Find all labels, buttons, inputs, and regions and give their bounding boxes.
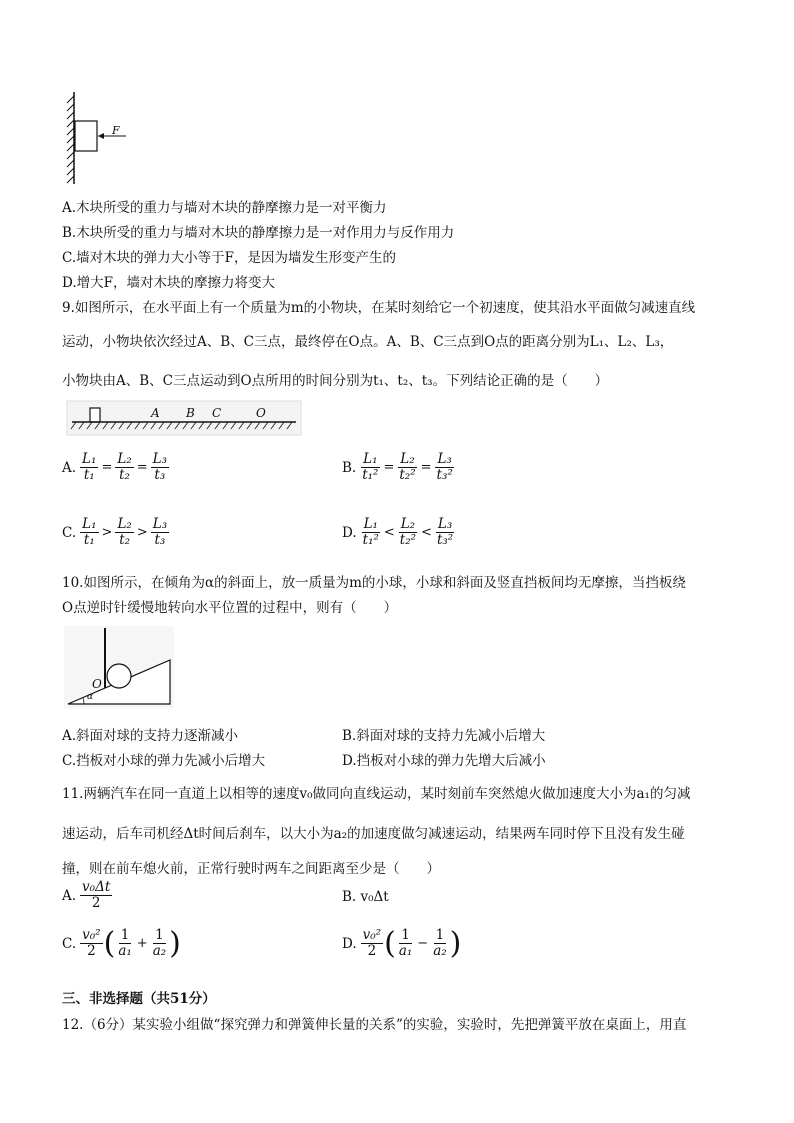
q9-track-figure <box>66 400 302 436</box>
q11-option-d: D. $\frac{\text{v₀²}}{2}$ ( $\frac{1}{\text{a₁}}$ − $\frac{1}{\text{a₂}}$ ) <box>342 925 462 961</box>
q8-option-d: D.增大F，墙对木块的摩擦力将变大 <box>62 275 276 291</box>
q10-option-d: D.挡板对小球的弹力先增大后减小 <box>342 753 546 769</box>
angle-alpha-label: α <box>87 692 94 702</box>
point-o-label: O <box>256 406 266 420</box>
q9-option-d: D. $\frac{\text{L₁}}{\text{t₁²}}$ < $\frac{\text{L₂}}{\text{t₂²}}$ < $\frac{\text{L₃}}{\text{t₃²}}$ <box>342 516 454 548</box>
q9-stem-line-2: 运动，小物块依次经过A、B、C三点，最终停在O点。A、B、C三点到O点的距离分别为L₁、L₂、L₃， <box>62 334 674 350</box>
q12-stem-line-1: 12.（6分）某实验小组做“探究弹力和弹簧伸长量的关系”的实验，实验时，先把弹簧平放在桌面上，用直 <box>62 1017 687 1033</box>
q9-option-b: B. $\frac{\text{L₁}}{\text{t₁²}}$ = $\frac{\text{L₂}}{\text{t₂²}}$ = $\frac{\text{L₃}}{\text{t₃²}}$ <box>342 451 453 483</box>
q11-option-c: C. $\frac{\text{v₀²}}{2}$ ( $\frac{1}{\text{a₁}}$ + $\frac{1}{\text{a₂}}$ ) <box>62 925 181 961</box>
q9-stem-line-3: 小物块由A、B、C三点运动到O点所用的时间分别为t₁、t₂、t₃。下列结论正确的是（ ） <box>62 373 609 389</box>
point-b-label: B <box>186 406 195 420</box>
q9-stem-line-1: 9.如图所示，在水平面上有一个质量为m的小物块，在某时刻给它一个初速度，使其沿水平面做匀减速直线 <box>62 300 696 316</box>
force-label-f: F <box>112 124 120 137</box>
q10-incline-ball-figure <box>64 626 174 708</box>
q9-option-a: A. $\frac{\text{L₁}}{\text{t₁}}$ = $\frac{\text{L₂}}{\text{t₂}}$ = $\frac{\text{L₃}}{\text{t₃}}$ <box>62 451 168 483</box>
point-a-label: A <box>151 406 160 420</box>
q10-stem-line-1: 10.如图所示，在倾角为α的斜面上，放一质量为m的小球，小球和斜面及竖直挡板间均无摩擦，当挡板绕 <box>62 575 686 591</box>
q8-option-c: C.墙对木块的弹力大小等于F，是因为墙发生形变产生的 <box>62 250 397 266</box>
q8-option-b: B.木块所受的重力与墙对木块的静摩擦力是一对作用力与反作用力 <box>62 225 455 241</box>
q10-option-a: A.斜面对球的支持力逐渐减小 <box>62 728 239 744</box>
q10-option-c: C.挡板对小球的弹力先减小后增大 <box>62 753 266 769</box>
q8-option-a: A.木块所受的重力与墙对木块的静摩擦力是一对平衡力 <box>62 200 387 216</box>
q10-stem-line-2: O点逆时针缓慢地转向水平位置的过程中，则有（ ） <box>62 600 398 616</box>
q11-stem-line-2: 速运动，后车司机经Δt时间后刹车，以大小为a₂的加速度做匀减速运动，结果两车同时停下且没有发生碰 <box>62 826 685 842</box>
q8-wall-block-figure <box>62 88 132 188</box>
q11-option-a: A. $\frac{\text{v₀Δt}}{2}$ <box>62 879 111 911</box>
q11-stem-line-3: 撞，则在前车熄火前，正常行驶时两车之间距离至少是（ ） <box>62 861 440 877</box>
point-c-label: C <box>212 406 222 420</box>
pivot-o-label: O <box>92 677 102 691</box>
q10-option-b: B.斜面对球的支持力先减小后增大 <box>342 728 546 744</box>
q11-option-b: B. v₀Δt <box>342 889 389 905</box>
q9-option-c: C. $\frac{\text{L₁}}{\text{t₁}}$ > $\frac{\text{L₂}}{\text{t₂}}$ > $\frac{\text{L₃}}{\text{t₃}}$ <box>62 516 168 548</box>
section-heading: 三、非选择题（共51分） <box>62 991 216 1007</box>
q11-stem-line-1: 11.两辆汽车在同一直道上以相等的速度v₀做同向直线运动，某时刻前车突然熄火做加速度大小为a₁的匀减 <box>62 786 691 802</box>
